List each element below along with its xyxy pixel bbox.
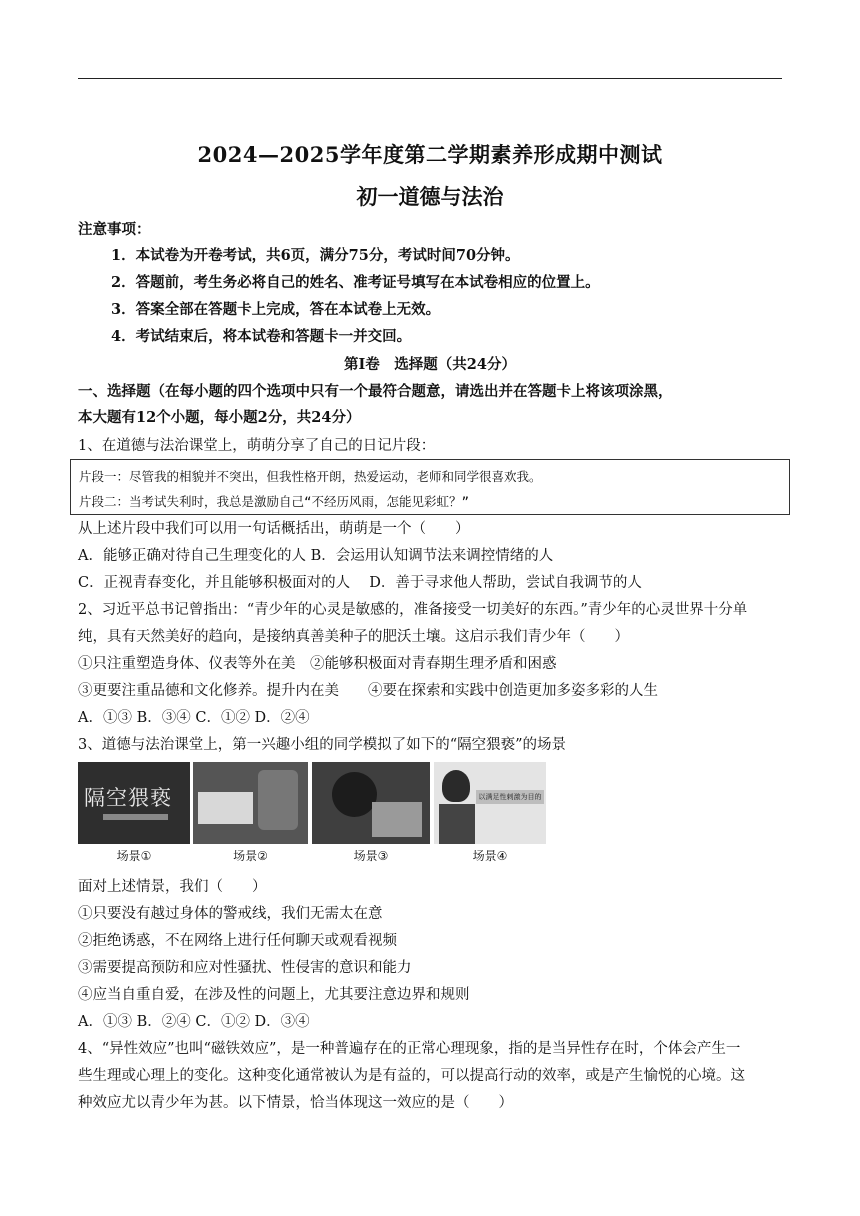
scene-1-image bbox=[78, 762, 190, 844]
q2-statements-34: ③更要注重品德和文化修养。提升内在美 ④要在探索和实践中创造更加多姿多彩的人生 bbox=[78, 683, 658, 699]
section-title: 一、选择题（在每小题的四个选项中只有一个最符合题意，请选出并在答题卡上将该项涂黑， bbox=[78, 383, 673, 400]
scene-1 bbox=[78, 762, 190, 867]
q3-options: A．①③ B．②④ C．①② D．③④ bbox=[78, 1014, 310, 1030]
q3-statement-3: ③需要提高预防和应对性骚扰、性侵害的意识和能力 bbox=[78, 960, 412, 976]
q3-statement-4: ④应当自重自爱，在涉及性的问题上，尤其要注意边界和规则 bbox=[78, 987, 470, 1003]
notice-item: 3．答案全部在答题卡上完成，答在本试卷上无效。 bbox=[111, 301, 441, 318]
scene-4-image bbox=[434, 762, 546, 844]
q1-options-cd: C．正视青春变化，并且能够积极面对的人 D．善于寻求他人帮助，尝试自我调节的人 bbox=[78, 575, 642, 591]
diary-fragment-2: 片段二：当考试失利时，我总是激励自己“不经历风雨，怎能见彩虹？” bbox=[79, 494, 470, 509]
diary-fragment-1: 片段一：尽管我的相貌并不突出，但我性格开朗，热爱运动，老师和同学很喜欢我。 bbox=[79, 469, 542, 484]
q1-stem: 1、在道德与法治课堂上，萌萌分享了自己的日记片段： bbox=[78, 438, 436, 454]
diary-box bbox=[70, 459, 790, 515]
q3-stem: 3、道德与法治课堂上，第一兴趣小组的同学模拟了如下的“隔空猥亵”的场景 bbox=[78, 737, 567, 753]
q2-stem-cont: 纯，具有天然美好的趋向，是接纳真善美种子的肥沃土壤。这启示我们青少年（ ） bbox=[78, 629, 629, 645]
scene-images bbox=[78, 762, 548, 867]
q2-stem: 2、习近平总书记曾指出：“青少年的心灵是敏感的，准备接受一切美好的东西。”青少年的心灵世界十分单 bbox=[78, 602, 748, 618]
q3-statement-2: ②拒绝诱惑，不在网络上进行任何聊天或观看视频 bbox=[78, 933, 397, 949]
q2-statements-12: ①只注重塑造身体、仪表等外在美 ②能够积极面对青春期生理矛盾和困惑 bbox=[78, 656, 557, 672]
q4-stem-cont: 些生理或心理上的变化。这种变化通常被认为是有益的，可以提高行动的效率，或是产生愉悦的心境。这 bbox=[78, 1068, 745, 1084]
scene-3-image bbox=[312, 762, 430, 844]
q4-stem: 4、“异性效应”也叫“磁铁效应”，是一种普遍存在的正常心理现象，指的是当异性存在时，个体会产生一 bbox=[78, 1041, 741, 1057]
scene-2-image bbox=[193, 762, 308, 844]
scene-4-caption: 场景④ bbox=[472, 849, 508, 863]
section-title-cont: 本大题有12个小题，每小题2分，共24分） bbox=[78, 409, 361, 426]
scene-4-image-text: 以满足性刺激为目的 bbox=[476, 790, 544, 804]
scene-3-caption: 场景③ bbox=[353, 849, 389, 863]
q1-options-ab: A．能够正确对待自己生理变化的人 B．会运用认知调节法来调控情绪的人 bbox=[78, 548, 554, 564]
q3-question: 面对上述情景，我们（ ） bbox=[78, 879, 267, 895]
scene-1-image-text: 隔空猥亵 bbox=[84, 786, 172, 810]
exam-title: 2024—2025学年度第二学期素养形成期中测试 bbox=[197, 142, 663, 167]
scene-3 bbox=[312, 762, 430, 867]
notice-item: 2．答题前，考生务必将自己的姓名、准考证号填写在本试卷相应的位置上。 bbox=[111, 274, 600, 291]
part1-heading: 第Ⅰ卷 选择题（共24分） bbox=[344, 356, 516, 373]
scene-2 bbox=[193, 762, 308, 867]
scene-2-caption: 场景② bbox=[233, 849, 268, 863]
top-rule bbox=[78, 78, 782, 79]
q1-question: 从上述片段中我们可以用一句话概括出，萌萌是一个（ ） bbox=[78, 521, 470, 537]
notice-item: 1．本试卷为开卷考试，共6页，满分75分，考试时间70分钟。 bbox=[111, 247, 520, 264]
q3-statement-1: ①只要没有越过身体的警戒线，我们无需太在意 bbox=[78, 906, 383, 922]
notice-heading: 注意事项： bbox=[78, 221, 151, 238]
scene-4 bbox=[434, 762, 546, 867]
scene-1-caption: 场景① bbox=[116, 849, 152, 863]
notice-item: 4．考试结束后，将本试卷和答题卡一并交回。 bbox=[111, 328, 412, 345]
q2-options: A．①③ B．③④ C．①② D．②④ bbox=[78, 710, 310, 726]
q4-stem-cont-2: 种效应尤以青少年为甚。以下情景，恰当体现这一效应的是（ ） bbox=[78, 1095, 513, 1111]
exam-subject: 初一道德与法治 bbox=[356, 184, 504, 209]
